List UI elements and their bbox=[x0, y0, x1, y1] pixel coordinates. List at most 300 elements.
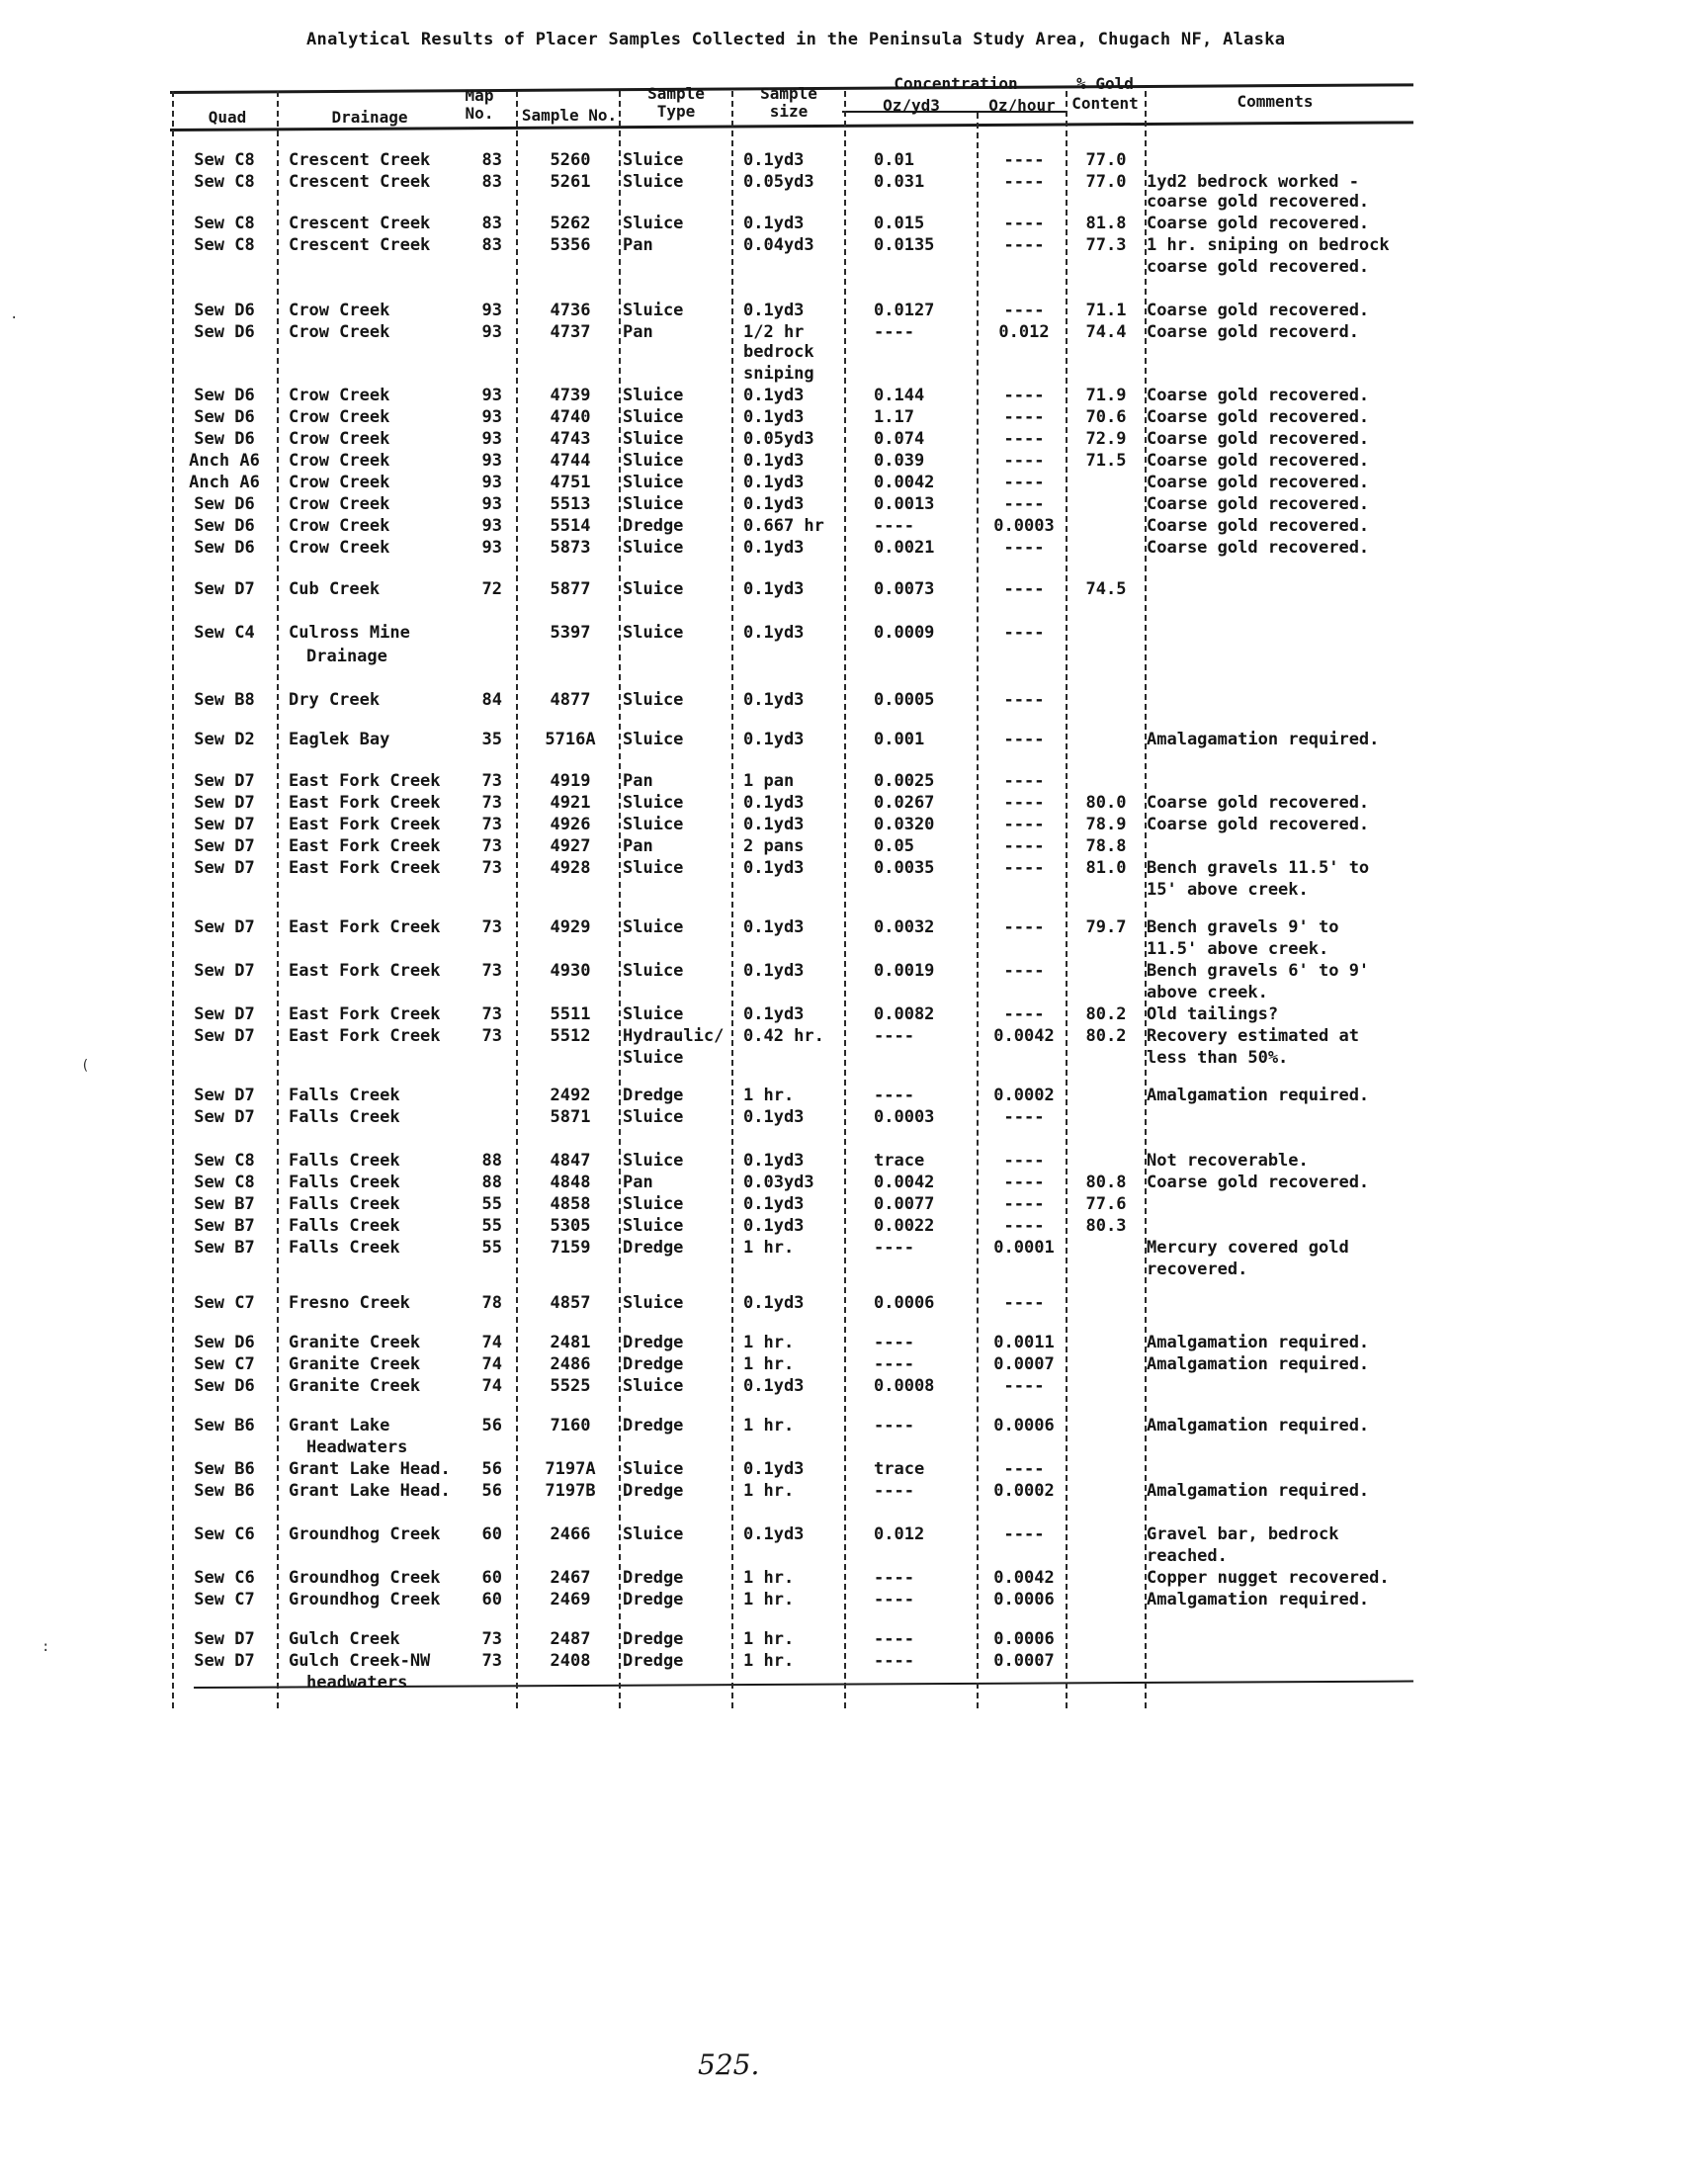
table-row bbox=[170, 451, 1413, 473]
drainage-cell: Groundhog Creek bbox=[289, 1524, 441, 1544]
map-no-cell: 55 bbox=[481, 1194, 502, 1214]
sample-type-cell: Pan bbox=[623, 1173, 653, 1192]
sample-size-cell: 0.1yd3 bbox=[743, 1151, 805, 1171]
map-no-cell: 73 bbox=[481, 961, 502, 981]
sample-size-cell: 0.667 hr bbox=[743, 516, 824, 536]
quad-cell: Sew C6 bbox=[194, 1524, 255, 1544]
gold-content-cell: 71.5 bbox=[1085, 451, 1127, 471]
oz-hour-cell: ---- bbox=[1003, 473, 1045, 492]
table-row bbox=[170, 836, 1413, 858]
map-no-cell: 88 bbox=[481, 1173, 502, 1192]
comment-cell: 1yd2 bedrock worked - bbox=[1147, 172, 1359, 192]
sample-type-cell: Sluice bbox=[623, 623, 684, 643]
drainage-cell: East Fork Creek bbox=[289, 858, 441, 878]
sample-no-cell: 5512 bbox=[550, 1026, 591, 1046]
quad-cell: Sew B6 bbox=[194, 1459, 255, 1479]
oz-yd3-cell: ---- bbox=[874, 1651, 914, 1671]
sample-no-cell: 5397 bbox=[550, 623, 591, 643]
drainage-cell: Falls Creek bbox=[289, 1086, 400, 1105]
table-row bbox=[170, 386, 1413, 407]
comment-cell: Not recoverable. bbox=[1147, 1151, 1309, 1171]
quad-cell: Sew D7 bbox=[194, 961, 255, 981]
sample-no-cell: 5262 bbox=[550, 214, 591, 233]
sample-size-cell: 0.1yd3 bbox=[743, 961, 805, 981]
comment-cell: Amalgamation required. bbox=[1147, 1354, 1370, 1374]
comment-cell: Gravel bar, bedrock bbox=[1147, 1524, 1339, 1544]
table-row bbox=[170, 793, 1413, 815]
oz-hour-cell: ---- bbox=[1003, 623, 1045, 643]
quad-cell: Sew D7 bbox=[194, 815, 255, 834]
oz-yd3-cell: 0.0267 bbox=[874, 793, 935, 813]
comment-cell: reached. bbox=[1147, 1546, 1228, 1566]
oz-yd3-cell: ---- bbox=[874, 1333, 914, 1352]
sample-type-cell: Dredge bbox=[623, 1590, 684, 1610]
quad-cell: Sew B7 bbox=[194, 1194, 255, 1214]
comment-cell: Amalagamation required. bbox=[1147, 730, 1380, 749]
oz-yd3-cell: 0.001 bbox=[874, 730, 925, 749]
table-row bbox=[170, 1568, 1413, 1590]
comment-cell: Recovery estimated at bbox=[1147, 1026, 1359, 1046]
drainage-cell: Falls Creek bbox=[289, 1194, 400, 1214]
header-map-no-1: Map bbox=[465, 86, 494, 105]
comment-cell: 1 hr. sniping on bedrock bbox=[1147, 235, 1390, 255]
sample-size-cell: 0.1yd3 bbox=[743, 1194, 805, 1214]
drainage-cell: East Fork Creek bbox=[289, 793, 441, 813]
map-no-cell: 60 bbox=[481, 1524, 502, 1544]
oz-hour-cell: ---- bbox=[1003, 961, 1045, 981]
quad-cell: Sew D7 bbox=[194, 858, 255, 878]
oz-yd3-cell: 0.0042 bbox=[874, 1173, 935, 1192]
quad-cell: Sew B6 bbox=[194, 1481, 255, 1501]
drainage-cell: Granite Creek bbox=[289, 1376, 421, 1396]
oz-hour-cell: ---- bbox=[1003, 1194, 1045, 1214]
quad-cell: Sew C8 bbox=[194, 1151, 255, 1171]
quad-cell: Sew B7 bbox=[194, 1216, 255, 1236]
sample-type-cell: Sluice bbox=[623, 407, 684, 427]
drainage-cell: Crescent Creek bbox=[289, 172, 431, 192]
sample-no-cell: 4921 bbox=[550, 793, 591, 813]
quad-cell: Sew B7 bbox=[194, 1238, 255, 1258]
oz-yd3-cell: 0.0006 bbox=[874, 1293, 935, 1313]
sample-no-cell: 7160 bbox=[550, 1416, 591, 1436]
map-no-cell: 56 bbox=[481, 1416, 502, 1436]
oz-yd3-cell: 0.0022 bbox=[874, 1216, 935, 1236]
quad-cell: Sew B6 bbox=[194, 1416, 255, 1436]
sample-size-cell: 0.1yd3 bbox=[743, 690, 805, 710]
oz-yd3-cell: 0.0003 bbox=[874, 1107, 935, 1127]
quad-cell: Sew D7 bbox=[194, 1004, 255, 1024]
scan-mark: : bbox=[42, 1639, 50, 1655]
map-no-cell: 73 bbox=[481, 1026, 502, 1046]
sample-no-cell: 5877 bbox=[550, 579, 591, 599]
sample-size-cell: 0.1yd3 bbox=[743, 301, 805, 320]
sample-type-cell: Dredge bbox=[623, 1354, 684, 1374]
header-sample-type-1: Sample bbox=[647, 84, 705, 103]
quad-cell: Sew D2 bbox=[194, 730, 255, 749]
map-no-cell: 93 bbox=[481, 451, 502, 471]
map-no-cell: 93 bbox=[481, 538, 502, 558]
sample-type-cell: Sluice bbox=[623, 1194, 684, 1214]
quad-cell: Sew D7 bbox=[194, 917, 255, 937]
sample-type-cell: Sluice bbox=[623, 429, 684, 449]
sample-type-cell: Dredge bbox=[623, 1651, 684, 1671]
oz-hour-cell: 0.0006 bbox=[993, 1416, 1055, 1436]
map-no-cell: 74 bbox=[481, 1354, 502, 1374]
drainage-cell: Crow Creek bbox=[289, 451, 390, 471]
sample-type-cell: Dredge bbox=[623, 1086, 684, 1105]
drainage-cell: Falls Creek bbox=[289, 1216, 400, 1236]
comment-cell: 15' above creek. bbox=[1147, 880, 1309, 900]
comment-cell: Amalgamation required. bbox=[1147, 1481, 1370, 1501]
sample-size-cell: 1 hr. bbox=[743, 1416, 795, 1436]
sample-size-cell: 0.1yd3 bbox=[743, 623, 805, 643]
sample-type-cell: Dredge bbox=[623, 516, 684, 536]
comment-cell: Coarse gold recoverd. bbox=[1147, 322, 1359, 342]
drainage-cell: Crow Creek bbox=[289, 301, 390, 320]
sample-size-cell: 0.05yd3 bbox=[743, 429, 814, 449]
header-oz-yd3: Oz/yd3 bbox=[883, 96, 940, 115]
table-row bbox=[170, 579, 1413, 601]
quad-cell: Sew C7 bbox=[194, 1354, 255, 1374]
oz-hour-cell: ---- bbox=[1003, 836, 1045, 856]
table-row bbox=[170, 961, 1413, 983]
map-no-cell: 73 bbox=[481, 1004, 502, 1024]
drainage-cell: Grant Lake bbox=[289, 1416, 390, 1436]
oz-hour-cell: ---- bbox=[1003, 386, 1045, 405]
sample-no-cell: 4736 bbox=[550, 301, 591, 320]
map-no-cell: 55 bbox=[481, 1216, 502, 1236]
gold-content-cell: 79.7 bbox=[1085, 917, 1127, 937]
table-row bbox=[170, 1590, 1413, 1611]
sample-no-cell: 2469 bbox=[550, 1590, 591, 1610]
gold-content-cell: 74.4 bbox=[1085, 322, 1127, 342]
sample-no-cell: 5356 bbox=[550, 235, 591, 255]
oz-hour-cell: ---- bbox=[1003, 1459, 1045, 1479]
oz-yd3-cell: 0.0320 bbox=[874, 815, 935, 834]
sample-type-cell: Dredge bbox=[623, 1568, 684, 1588]
sample-size-cell: 0.1yd3 bbox=[743, 1459, 805, 1479]
sample-size-cell: bedrock bbox=[743, 342, 814, 362]
sample-size-cell: 1 hr. bbox=[743, 1481, 795, 1501]
sample-size-cell: 0.1yd3 bbox=[743, 407, 805, 427]
comment-cell: Old tailings? bbox=[1147, 1004, 1279, 1024]
oz-hour-cell: ---- bbox=[1003, 494, 1045, 514]
table-row bbox=[170, 172, 1413, 194]
quad-cell: Sew D7 bbox=[194, 771, 255, 791]
header-drainage: Drainage bbox=[331, 108, 408, 127]
sample-no-cell: 2487 bbox=[550, 1629, 591, 1649]
drainage-cell: Falls Creek bbox=[289, 1173, 400, 1192]
quad-cell: Sew C7 bbox=[194, 1293, 255, 1313]
sample-type-cell: Hydraulic/ bbox=[623, 1026, 725, 1046]
oz-hour-cell: ---- bbox=[1003, 1004, 1045, 1024]
table-row bbox=[170, 1151, 1413, 1173]
sample-type-cell: Pan bbox=[623, 322, 653, 342]
oz-hour-cell: 0.0002 bbox=[993, 1086, 1055, 1105]
quad-cell: Sew C4 bbox=[194, 623, 255, 643]
sample-no-cell: 5525 bbox=[550, 1376, 591, 1396]
sample-no-cell: 5511 bbox=[550, 1004, 591, 1024]
map-no-cell: 60 bbox=[481, 1590, 502, 1610]
comment-cell: Coarse gold recovered. bbox=[1147, 516, 1370, 536]
map-no-cell: 93 bbox=[481, 473, 502, 492]
oz-yd3-cell: ---- bbox=[874, 1629, 914, 1649]
drainage-cell: East Fork Creek bbox=[289, 961, 441, 981]
sample-size-cell: 1 hr. bbox=[743, 1333, 795, 1352]
quad-cell: Sew C6 bbox=[194, 1568, 255, 1588]
drainage-cell: Gulch Creek bbox=[289, 1629, 400, 1649]
header-quad: Quad bbox=[208, 108, 247, 127]
table-row bbox=[170, 429, 1413, 451]
sample-size-cell: 2 pans bbox=[743, 836, 805, 856]
sample-type-cell: Sluice bbox=[623, 494, 684, 514]
oz-yd3-cell: 0.0013 bbox=[874, 494, 935, 514]
header-concentration: Concentration bbox=[894, 74, 1018, 93]
sample-type-cell: Dredge bbox=[623, 1481, 684, 1501]
sample-no-cell: 2486 bbox=[550, 1354, 591, 1374]
map-no-cell: 93 bbox=[481, 386, 502, 405]
oz-hour-cell: ---- bbox=[1003, 429, 1045, 449]
table-row bbox=[170, 917, 1413, 939]
sample-type-cell: Sluice bbox=[623, 172, 684, 192]
map-no-cell: 83 bbox=[481, 172, 502, 192]
table-row bbox=[170, 192, 1413, 214]
drainage-cell: Culross Mine bbox=[289, 623, 410, 643]
quad-cell: Sew C8 bbox=[194, 235, 255, 255]
comment-cell: Coarse gold recovered. bbox=[1147, 538, 1370, 558]
map-no-cell: 93 bbox=[481, 301, 502, 320]
table-row bbox=[170, 1026, 1413, 1048]
oz-hour-cell: ---- bbox=[1003, 579, 1045, 599]
sample-type-cell: Sluice bbox=[623, 150, 684, 170]
map-no-cell: 93 bbox=[481, 322, 502, 342]
map-no-cell: 93 bbox=[481, 494, 502, 514]
quad-cell: Sew D7 bbox=[194, 1651, 255, 1671]
oz-yd3-cell: ---- bbox=[874, 1238, 914, 1258]
drainage-cell: East Fork Creek bbox=[289, 1026, 441, 1046]
quad-cell: Sew C7 bbox=[194, 1590, 255, 1610]
quad-cell: Sew D6 bbox=[194, 386, 255, 405]
quad-cell: Sew D6 bbox=[194, 407, 255, 427]
oz-hour-cell: ---- bbox=[1003, 771, 1045, 791]
sample-no-cell: 2467 bbox=[550, 1568, 591, 1588]
drainage-cell: Drainage bbox=[306, 647, 387, 666]
gold-content-cell: 74.5 bbox=[1085, 579, 1127, 599]
header-sample-size-1: Sample bbox=[760, 84, 817, 103]
sample-size-cell: 1 hr. bbox=[743, 1590, 795, 1610]
drainage-cell: Grant Lake Head. bbox=[289, 1481, 451, 1501]
drainage-cell: Grant Lake Head. bbox=[289, 1459, 451, 1479]
oz-yd3-cell: ---- bbox=[874, 1416, 914, 1436]
comment-cell: Coarse gold recovered. bbox=[1147, 407, 1370, 427]
drainage-cell: Granite Creek bbox=[289, 1333, 421, 1352]
oz-hour-cell: ---- bbox=[1003, 1524, 1045, 1544]
sample-type-cell: Sluice bbox=[623, 1293, 684, 1313]
sample-size-cell: 0.03yd3 bbox=[743, 1173, 814, 1192]
table-row bbox=[170, 494, 1413, 516]
quad-cell: Sew D6 bbox=[194, 429, 255, 449]
sample-size-cell: 0.1yd3 bbox=[743, 579, 805, 599]
quad-cell: Sew D6 bbox=[194, 1376, 255, 1396]
comment-cell: Coarse gold recovered. bbox=[1147, 494, 1370, 514]
quad-cell: Sew D6 bbox=[194, 516, 255, 536]
oz-hour-cell: ---- bbox=[1003, 407, 1045, 427]
comment-cell: Bench gravels 11.5' to bbox=[1147, 858, 1370, 878]
oz-hour-cell: 0.0003 bbox=[993, 516, 1055, 536]
oz-yd3-cell: ---- bbox=[874, 1086, 914, 1105]
sample-no-cell: 4737 bbox=[550, 322, 591, 342]
gold-content-cell: 77.0 bbox=[1085, 150, 1127, 170]
sample-size-cell: 0.1yd3 bbox=[743, 1107, 805, 1127]
sample-size-cell: 0.1yd3 bbox=[743, 917, 805, 937]
quad-cell: Sew B8 bbox=[194, 690, 255, 710]
gold-content-cell: 81.8 bbox=[1085, 214, 1127, 233]
oz-hour-cell: ---- bbox=[1003, 1376, 1045, 1396]
sample-no-cell: 5514 bbox=[550, 516, 591, 536]
sample-no-cell: 2408 bbox=[550, 1651, 591, 1671]
gold-content-cell: 80.0 bbox=[1085, 793, 1127, 813]
table-row bbox=[170, 364, 1413, 386]
drainage-cell: Groundhog Creek bbox=[289, 1568, 441, 1588]
header-sample-type-2: Type bbox=[656, 102, 696, 121]
drainage-cell: Granite Creek bbox=[289, 1354, 421, 1374]
oz-yd3-cell: 0.144 bbox=[874, 386, 925, 405]
oz-hour-cell: 0.0006 bbox=[993, 1590, 1055, 1610]
sample-no-cell: 4744 bbox=[550, 451, 591, 471]
comment-cell: Amalgamation required. bbox=[1147, 1086, 1370, 1105]
sample-no-cell: 4858 bbox=[550, 1194, 591, 1214]
comment-cell: Coarse gold recovered. bbox=[1147, 815, 1370, 834]
table-row bbox=[170, 1629, 1413, 1651]
quad-cell: Anch A6 bbox=[189, 473, 260, 492]
quad-cell: Sew D6 bbox=[194, 322, 255, 342]
sample-type-cell: Sluice bbox=[623, 1048, 684, 1068]
drainage-cell: headwaters bbox=[306, 1673, 408, 1693]
sample-size-cell: 1 hr. bbox=[743, 1238, 795, 1258]
sample-type-cell: Sluice bbox=[623, 579, 684, 599]
drainage-cell: Falls Creek bbox=[289, 1107, 400, 1127]
quad-cell: Sew D7 bbox=[194, 836, 255, 856]
sample-size-cell: 0.1yd3 bbox=[743, 386, 805, 405]
comment-cell: Coarse gold recovered. bbox=[1147, 1173, 1370, 1192]
comment-cell: coarse gold recovered. bbox=[1147, 192, 1370, 212]
map-no-cell: 73 bbox=[481, 836, 502, 856]
table-row bbox=[170, 939, 1413, 961]
map-no-cell: 56 bbox=[481, 1459, 502, 1479]
gold-content-cell: 77.6 bbox=[1085, 1194, 1127, 1214]
sample-size-cell: 0.1yd3 bbox=[743, 730, 805, 749]
comment-cell: Coarse gold recovered. bbox=[1147, 386, 1370, 405]
sample-no-cell: 7197A bbox=[545, 1459, 596, 1479]
oz-hour-cell: 0.0011 bbox=[993, 1333, 1055, 1352]
drainage-cell: Crow Creek bbox=[289, 322, 390, 342]
sample-type-cell: Dredge bbox=[623, 1416, 684, 1436]
oz-hour-cell: ---- bbox=[1003, 301, 1045, 320]
oz-hour-cell: 0.012 bbox=[998, 322, 1050, 342]
sample-type-cell: Sluice bbox=[623, 1151, 684, 1171]
table-row bbox=[170, 1376, 1413, 1398]
oz-yd3-cell: 0.0127 bbox=[874, 301, 935, 320]
table-row bbox=[170, 1238, 1413, 1260]
sample-no-cell: 5871 bbox=[550, 1107, 591, 1127]
header-map-no-2: No. bbox=[465, 104, 494, 123]
sample-no-cell: 4847 bbox=[550, 1151, 591, 1171]
table-row bbox=[170, 150, 1413, 172]
sample-type-cell: Pan bbox=[623, 771, 653, 791]
oz-hour-cell: ---- bbox=[1003, 1107, 1045, 1127]
comment-cell: Copper nugget recovered. bbox=[1147, 1568, 1390, 1588]
gold-content-cell: 80.3 bbox=[1085, 1216, 1127, 1236]
oz-hour-cell: 0.0007 bbox=[993, 1651, 1055, 1671]
table-row bbox=[170, 1086, 1413, 1107]
map-no-cell: 83 bbox=[481, 235, 502, 255]
table-row bbox=[170, 858, 1413, 880]
table-row bbox=[170, 322, 1413, 344]
map-no-cell: 60 bbox=[481, 1568, 502, 1588]
sample-type-cell: Sluice bbox=[623, 473, 684, 492]
drainage-cell: Crescent Creek bbox=[289, 150, 431, 170]
sample-type-cell: Sluice bbox=[623, 1216, 684, 1236]
results-table bbox=[170, 63, 1413, 1695]
table-row bbox=[170, 342, 1413, 364]
comment-cell: 11.5' above creek. bbox=[1147, 939, 1329, 959]
table-row bbox=[170, 1194, 1413, 1216]
table-row bbox=[170, 235, 1413, 257]
quad-cell: Sew D6 bbox=[194, 1333, 255, 1352]
scan-mark: ( bbox=[81, 1058, 90, 1074]
drainage-cell: Crow Creek bbox=[289, 538, 390, 558]
gold-content-cell: 78.8 bbox=[1085, 836, 1127, 856]
table-row bbox=[170, 1524, 1413, 1546]
comment-cell: Mercury covered gold bbox=[1147, 1238, 1349, 1258]
comment-cell: Bench gravels 9' to bbox=[1147, 917, 1339, 937]
sample-type-cell: Sluice bbox=[623, 1376, 684, 1396]
table-row bbox=[170, 771, 1413, 793]
sample-no-cell: 4928 bbox=[550, 858, 591, 878]
sample-type-cell: Sluice bbox=[623, 858, 684, 878]
oz-yd3-cell: 0.0009 bbox=[874, 623, 935, 643]
header-sample-no: Sample No. bbox=[521, 106, 618, 125]
sample-size-cell: sniping bbox=[743, 364, 814, 384]
oz-yd3-cell: ---- bbox=[874, 1026, 914, 1046]
sample-size-cell: 1 hr. bbox=[743, 1629, 795, 1649]
oz-yd3-cell: 0.0021 bbox=[874, 538, 935, 558]
table-row bbox=[170, 1416, 1413, 1437]
oz-hour-cell: ---- bbox=[1003, 793, 1045, 813]
comment-cell: Coarse gold recovered. bbox=[1147, 473, 1370, 492]
quad-cell: Sew D6 bbox=[194, 494, 255, 514]
oz-hour-cell: ---- bbox=[1003, 172, 1045, 192]
oz-yd3-cell: 0.01 bbox=[874, 150, 914, 170]
drainage-cell: Falls Creek bbox=[289, 1151, 400, 1171]
oz-hour-cell: ---- bbox=[1003, 451, 1045, 471]
oz-yd3-cell: 0.0042 bbox=[874, 473, 935, 492]
comment-cell: Amalgamation required. bbox=[1147, 1333, 1370, 1352]
sample-size-cell: 0.05yd3 bbox=[743, 172, 814, 192]
oz-yd3-cell: 0.0008 bbox=[874, 1376, 935, 1396]
table-row bbox=[170, 1333, 1413, 1354]
drainage-cell: Crow Creek bbox=[289, 494, 390, 514]
header-gold-content-2: Content bbox=[1071, 94, 1139, 113]
oz-yd3-cell: ---- bbox=[874, 516, 914, 536]
gold-content-cell: 80.2 bbox=[1085, 1026, 1127, 1046]
comment-cell: Amalgamation required. bbox=[1147, 1416, 1370, 1436]
quad-cell: Anch A6 bbox=[189, 451, 260, 471]
sample-no-cell: 4743 bbox=[550, 429, 591, 449]
map-no-cell: 72 bbox=[481, 579, 502, 599]
sample-type-cell: Dredge bbox=[623, 1238, 684, 1258]
table-row bbox=[170, 1260, 1413, 1281]
